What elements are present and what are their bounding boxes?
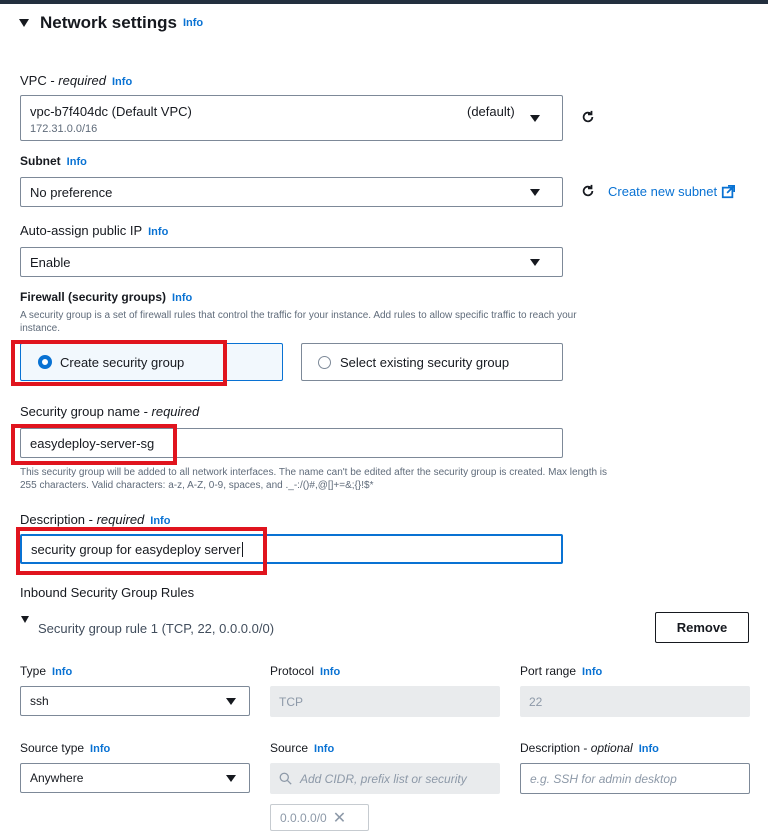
chevron-down-icon [530,189,540,196]
highlight-box [11,340,227,386]
vpc-select[interactable] [20,95,563,141]
select-existing-security-group-option[interactable]: Select existing security group [301,343,563,381]
source-type-info-link[interactable]: Info [90,743,111,755]
protocol-label: Protocol Info [270,664,341,678]
description-input[interactable]: security group for easydeploy server [20,534,563,564]
source-type-label: Source type Info [20,741,111,755]
create-security-group-option[interactable]: Create security group [20,343,283,381]
rule-title[interactable]: Security group rule 1 (TCP, 22, 0.0.0.0/0) [38,621,275,636]
firewall-info-link[interactable]: Info [172,292,193,304]
public-ip-label: Auto-assign public IP Info [20,223,169,238]
highlight-box [16,527,267,575]
refresh-icon[interactable] [581,184,595,198]
caret-down-icon[interactable] [21,616,29,623]
highlight-box [11,424,177,465]
rule-description-info-link[interactable]: Info [638,743,659,755]
section-title: Network settings [40,13,177,32]
remove-button[interactable]: Remove [655,612,749,643]
sg-name-label: Security group name - required [20,404,200,419]
type-info-link[interactable]: Info [52,666,73,678]
protocol-info-link[interactable]: Info [320,666,341,678]
vpc-cidr: 172.31.0.0/16 [30,123,98,135]
vpc-value: vpc-b7f404dc (Default VPC) [30,104,192,119]
vpc-info-link[interactable]: Info [112,76,133,88]
subnet-value: No preference [30,185,113,200]
inbound-rules-title: Inbound Security Group Rules [20,585,195,600]
top-bar [0,0,768,4]
create-subnet-link[interactable]: Create new subnet [608,184,735,199]
sg-name-input[interactable]: easydeploy-server-sg [20,428,563,458]
port-range-label: Port range Info [520,664,603,678]
chevron-down-icon [226,698,236,705]
caret-down-icon[interactable] [19,19,29,27]
description-label: Description - required Info [20,512,171,527]
section-info-link[interactable]: Info [182,17,204,29]
source-info-link[interactable]: Info [314,743,335,755]
type-value: ssh [30,694,49,708]
port-range-field: 22 [520,686,750,717]
subnet-select[interactable] [20,177,563,207]
firewall-label: Firewall (security groups) Info [20,290,193,304]
chevron-down-icon [226,775,236,782]
vpc-label: VPC - required Info [20,73,133,88]
rule-description-label: Description - optional Info [520,741,659,755]
rule-description-input[interactable]: e.g. SSH for admin desktop [520,763,750,794]
radio-unselected-icon[interactable] [318,356,331,369]
public-ip-info-link[interactable]: Info [148,226,169,238]
type-label: Type Info [20,664,73,678]
external-link-icon [721,185,735,199]
source-label: Source Info [270,741,335,755]
chevron-down-icon [530,259,540,266]
section-header[interactable] [19,13,203,33]
protocol-field: TCP [270,686,500,717]
sg-name-hint: This security group will be added to all network interfaces. The name can't be edited after the security group is created. Max length is 255 characters. Valid characters: a-z, A-Z, 0-9, spaces, and ._-:/()#,@[]+=&;{}!$* [20,467,608,491]
refresh-icon[interactable] [581,110,595,124]
firewall-description: A security group is a set of firewall rules that control the traffic for your instance. Add rules to allow specific traffic to reach your instance. [20,310,577,334]
subnet-info-link[interactable]: Info [66,156,87,168]
source-token: 0.0.0.0/0 ✕ [270,804,369,831]
source-type-value: Anywhere [30,771,84,785]
vpc-default-tag: (default) [467,104,515,119]
search-icon [279,772,292,785]
close-icon[interactable]: ✕ [332,809,347,827]
source-input[interactable]: Add CIDR, prefix list or security [270,763,500,794]
public-ip-select[interactable] [20,247,563,277]
subnet-label: Subnet Info [20,154,87,168]
public-ip-value: Enable [30,255,71,270]
chevron-down-icon [530,115,540,122]
port-range-info-link[interactable]: Info [582,666,603,678]
source-type-select[interactable] [20,763,250,793]
description-info-link[interactable]: Info [150,515,171,527]
type-select[interactable] [20,686,250,716]
